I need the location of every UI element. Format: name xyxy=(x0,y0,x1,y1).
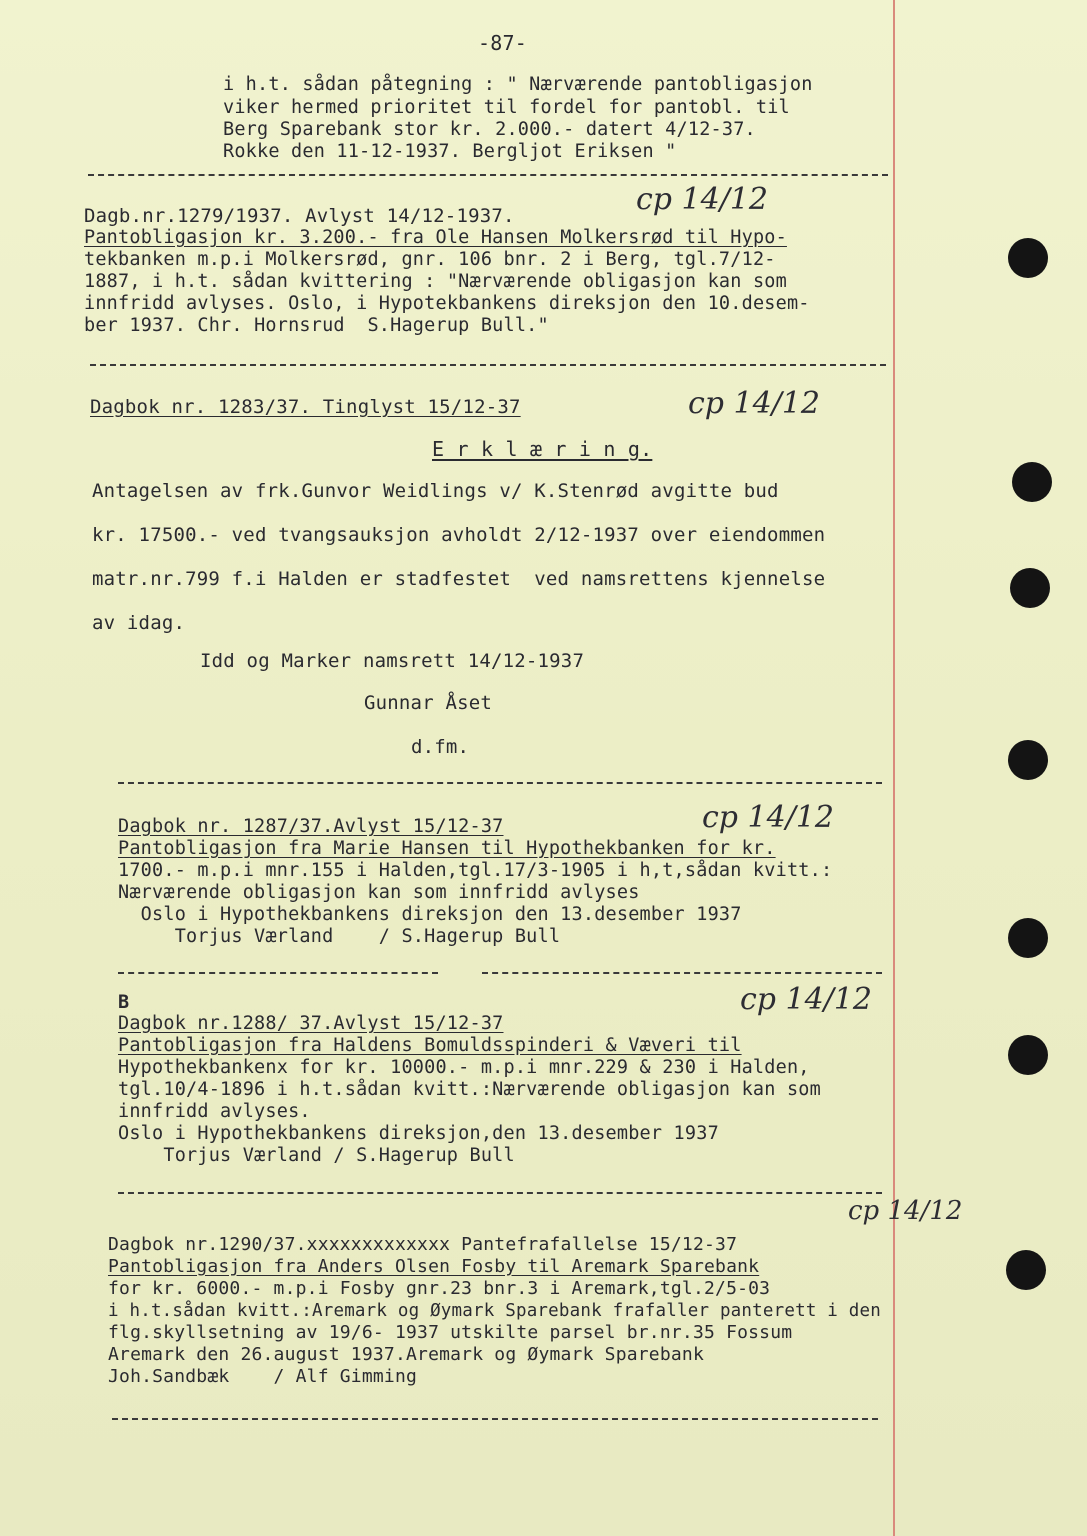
entry-line: Torjus Værland / S.Hagerup Bull xyxy=(118,1145,515,1166)
entry-header: Dagbok nr.1288/ 37.Avlyst 15/12-37 xyxy=(118,1013,504,1034)
separator xyxy=(118,972,438,974)
entry-line: tekbanken m.p.i Molkersrød, gnr. 106 bnr. 2 i Berg, tgl.7/12- xyxy=(84,249,776,270)
entry-line: 1887, i h.t. sådan kvittering : "Nærværende obligasjon kan som xyxy=(84,271,787,292)
handwritten-mark: cp 14/12 xyxy=(702,800,834,835)
entry-line: Pantobligasjon fra Marie Hansen til Hypothekbanken for kr. xyxy=(118,838,776,859)
intro-line: i h.t. sådan påtegning : " Nærværende pantobligasjon xyxy=(223,74,813,95)
handwritten-mark: cp 14/12 xyxy=(636,182,768,217)
intro-line: viker hermed prioritet til fordel for pantobl. til xyxy=(223,97,790,118)
separator xyxy=(482,972,882,974)
page-number: -87- xyxy=(478,31,527,55)
binder-hole xyxy=(1008,740,1048,780)
binder-hole xyxy=(1008,238,1048,278)
entry-line: Oslo i Hypothekbankens direksjon,den 13.desember 1937 xyxy=(118,1123,719,1144)
entry-line: Pantobligasjon fra Haldens Bomuldsspinderi & Væveri til xyxy=(118,1035,742,1056)
handwritten-mark: cp 14/12 xyxy=(740,982,872,1017)
entry-line: Torjus Værland / S.Hagerup Bull xyxy=(118,926,561,947)
entry-header: Dagbok nr. 1287/37.Avlyst 15/12-37 xyxy=(118,816,504,837)
entry-line: Joh.Sandbæk / Alf Gimming xyxy=(108,1366,418,1387)
entry-line: Pantobligasjon fra Anders Olsen Fosby til Aremark Sparebank xyxy=(108,1256,760,1277)
binder-hole xyxy=(1010,568,1050,608)
entry-header: Dagb.nr.1279/1937. Avlyst 14/12-1937. xyxy=(84,205,515,227)
margin-mark: B xyxy=(118,992,130,1013)
entry-line: Aremark den 26.august 1937.Aremark og Øymark Sparebank xyxy=(108,1344,704,1365)
separator xyxy=(90,364,886,366)
court-line: Idd og Marker namsrett 14/12-1937 xyxy=(200,650,585,672)
entry-header: Dagbok nr.1290/37.xxxxxxxxxxxxx Pantefrafallelse 15/12-37 xyxy=(108,1234,738,1255)
binder-hole xyxy=(1008,918,1048,958)
entry-line: av idag. xyxy=(92,612,186,634)
signature-note: d.fm. xyxy=(411,736,470,758)
binder-hole xyxy=(1008,1035,1048,1075)
separator xyxy=(118,1192,882,1194)
entry-header: Dagbok nr. 1283/37. Tinglyst 15/12-37 xyxy=(90,396,521,418)
entry-line: Hypothekbankenx for kr. 10000.- m.p.i mnr.229 & 230 i Halden, xyxy=(118,1057,810,1078)
entry-line: matr.nr.799 f.i Halden er stadfestet ved namsrettens kjennelse xyxy=(92,568,826,590)
entry-line: 1700.- m.p.i mnr.155 i Halden,tgl.17/3-1905 i h,t,sådan kvitt.: xyxy=(118,860,833,881)
entry-line: Nærværende obligasjon kan som innfridd avlyses xyxy=(118,882,640,903)
binder-hole xyxy=(1006,1250,1046,1290)
entry-line: flg.skyllsetning av 19/6- 1937 utskilte parsel br.nr.35 Fossum xyxy=(108,1322,793,1343)
entry-line: Antagelsen av frk.Gunvor Weidlings v/ K.Stenrød avgitte bud xyxy=(92,480,779,502)
entry-line: Pantobligasjon kr. 3.200.- fra Ole Hansen Molkersrød til Hypo- xyxy=(84,227,787,248)
entry-line: tgl.10/4-1896 i h.t.sådan kvitt.:Nærværende obligasjon kan som xyxy=(118,1079,821,1100)
separator xyxy=(118,782,882,784)
intro-line: Rokke den 11-12-1937. Bergljot Eriksen " xyxy=(223,141,677,162)
separator xyxy=(88,174,888,176)
entry-line: kr. 17500.- ved tvangsauksjon avholdt 2/12-1937 over eiendommen xyxy=(92,524,826,546)
intro-line: Berg Sparebank stor kr. 2.000.- datert 4/12-37. xyxy=(223,119,756,140)
entry-line: ber 1937. Chr. Hornsrud S.Hagerup Bull." xyxy=(84,315,549,336)
binder-hole xyxy=(1012,462,1052,502)
entry-line: i h.t.sådan kvitt.:Aremark og Øymark Sparebank frafaller panterett i den xyxy=(108,1301,881,1321)
entry-line: innfridd avlyses. xyxy=(118,1101,311,1122)
signer-name: Gunnar Åset xyxy=(364,692,493,714)
entry-line: Oslo i Hypothekbankens direksjon den 13.desember 1937 xyxy=(118,904,742,925)
separator xyxy=(112,1418,878,1420)
handwritten-mark: cp 14/12 xyxy=(848,1196,963,1226)
entry-line: innfridd avlyses. Oslo, i Hypotekbankens direksjon den 10.desem- xyxy=(84,293,810,314)
document-title: E r k l æ r i n g. xyxy=(432,437,653,461)
handwritten-mark: cp 14/12 xyxy=(688,386,820,421)
margin-line xyxy=(893,0,895,1536)
entry-line: for kr. 6000.- m.p.i Fosby gnr.23 bnr.3 i Aremark,tgl.2/5-03 xyxy=(108,1278,771,1299)
